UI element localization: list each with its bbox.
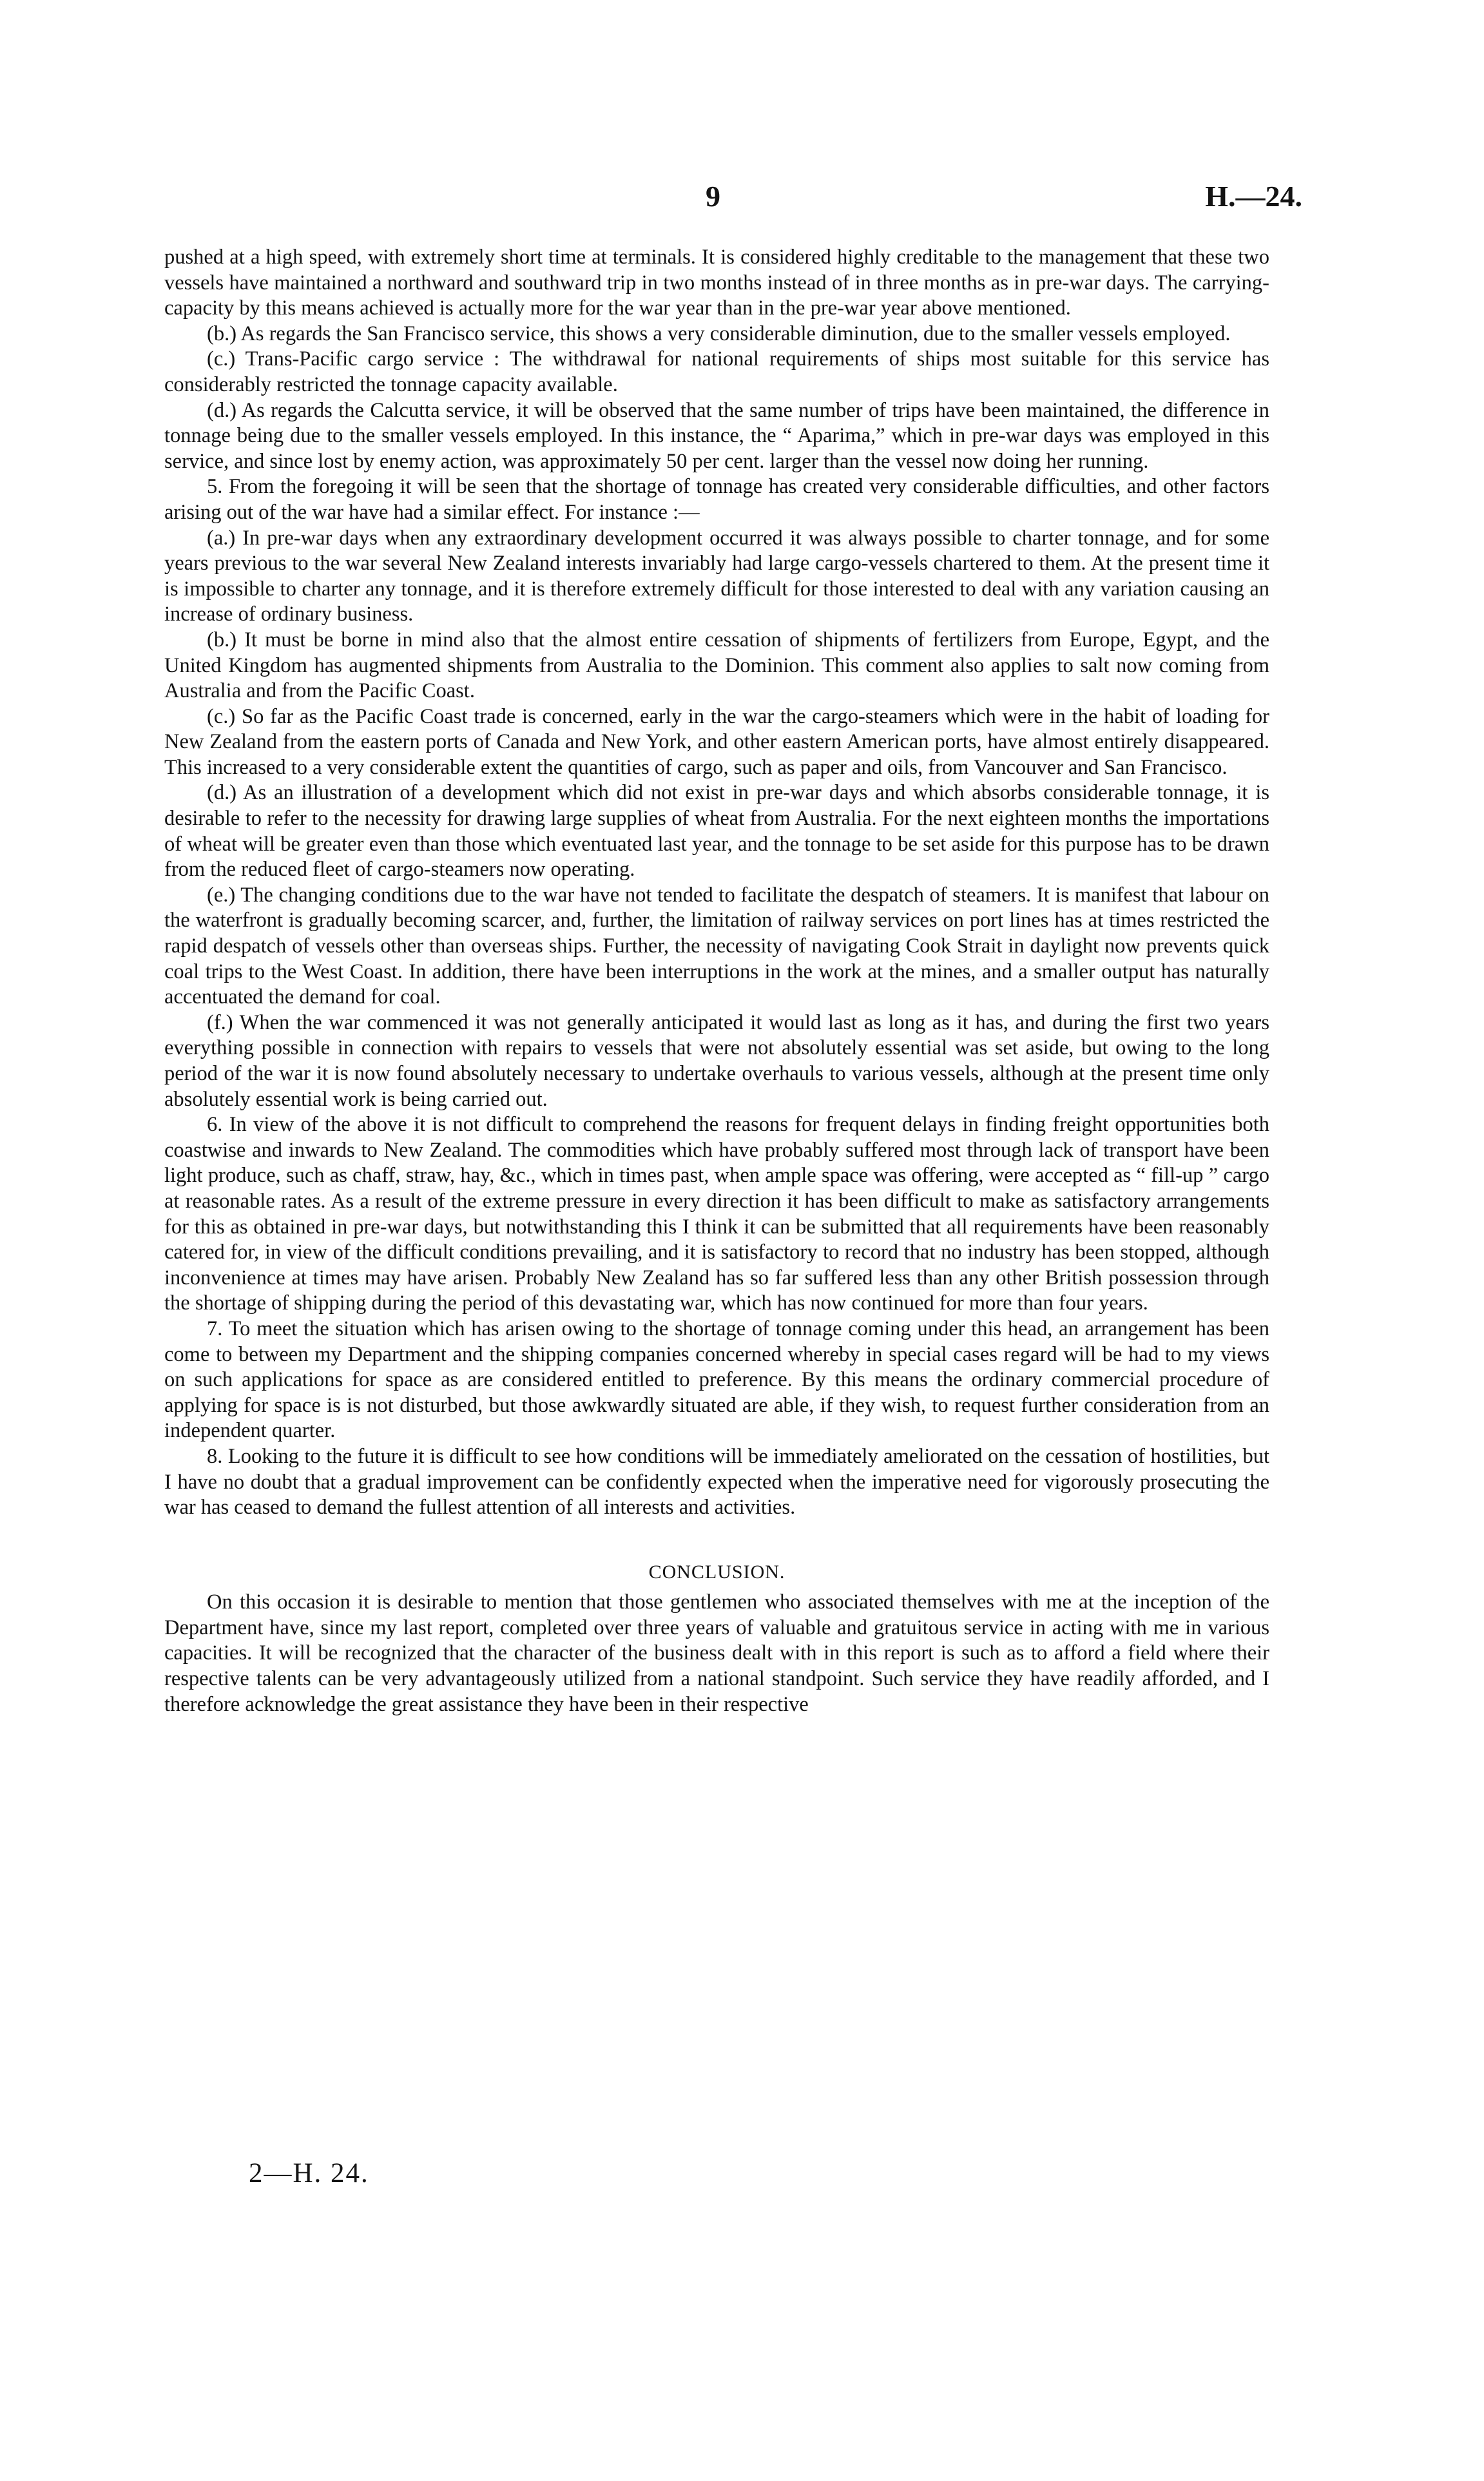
paragraph: (c.) So far as the Pacific Coast trade is concerned, early in the war the cargo-steamers which were in the habit of loading for New Zealand from the eastern ports of Canada and New York, and other eastern American ports, have almost entirely disappeared. This increased to a very considerable extent the quantities of cargo, such as paper and oils, from Vancouver and San Francisco.: [164, 704, 1269, 779]
paragraph: 7. To meet the situation which has arisen owing to the shortage of tonnage coming under this head, an arrangement has been come to between my Department and the shipping companies concerned whereby in special cases regard will be had to my views on such applications for space as are considered entitled to preference. By this means the ordinary commercial procedure of applying for space is is not disturbed, but those awkwardly situated are able, if they wish, to request further consideration from an independent quarter.: [164, 1317, 1269, 1443]
paragraph: (e.) The changing conditions due to the war have not tended to facilitate the despatch of steamers. It is manifest that labour on the waterfront is gradually becoming scarcer, and, further, the limitation of railway services on port lines has at times restricted the rapid despatch of vessels other than overseas ships. Further, the necessity of navigating Cook Strait in daylight now prevents quick coal trips to the West Coast. In addition, there have been interruptions in the work at the mines, and a smaller output has naturally accentuated the demand for coal.: [164, 883, 1269, 1009]
section-heading: CONCLUSION.: [648, 1561, 785, 1583]
paragraph: (b.) As regards the San Francisco service, this shows a very considerable diminution, due to the smaller vessels employed.: [207, 322, 1231, 345]
paragraph: (b.) It must be borne in mind also that the almost entire cessation of shipments of fertilizers from Europe, Egypt, and the United Kingdom has augmented shipments from Australia to the Dominion. This comment also applies to salt now coming from Australia and from the Pacific Coast.: [164, 628, 1269, 703]
paragraph: (c.) Trans-Pacific cargo service : The withdrawal for national requirements of ships most suitable for this service has considerably restricted the tonnage capacity available.: [164, 347, 1269, 396]
paragraph: 6. In view of the above it is not difficult to comprehend the reasons for frequent delays in finding freight opportunities both coastwise and inwards to New Zealand. The commodities which have probably suffered most through lack of transport have been light produce, such as chaff, straw, hay, &c., which in times past, when ample space was offering, were accepted as “ fill-up ” cargo at reasonable rates. As a result of the extreme pressure in every direction it has been difficult to make as satisfactory arrangements for this as obtained in pre-war days, but notwithstanding this I think it can be submitted that all requirements have been reasonably catered for, in view of the difficult conditions prevailing, and it is satisfactory to record that no industry has been stopped, although inconvenience at times may have arisen. Probably New Zealand has so far suffered less than any other British possession through the shortage of shipping during the period of this devastating war, which has now continued for more than four years.: [164, 1113, 1269, 1315]
paragraph: (f.) When the war commenced it was not generally anticipated it would last as long as it has, and during the first two years everything possible in connection with repairs to vessels that were not absolutely essential was set aside, but owing to the long period of the war it is now found absolutely necessary to undertake overhauls to various vessels, although at the present time only absolutely essential work is being carried out.: [164, 1010, 1269, 1111]
paragraph: (d.) As regards the Calcutta service, it will be observed that the same number of trips have been maintained, the difference in tonnage being due to the smaller vessels employed. In this instance, the “ Aparima,” which in pre-war days was employed in this service, and since lost by enemy action, was approximately 50 per cent. larger than the vessel now doing her running.: [164, 398, 1269, 473]
page-number: 9: [706, 180, 720, 213]
paragraph: (a.) In pre-war days when any extraordinary development occurred it was always possible to charter tonnage, and for some years previous to the war several New Zealand interests invariably had large cargo-vessels chartered to them. At the present time it is impossible to charter any tonnage, and it is therefore extremely difficult for those interested to deal with any variation causing an increase of ordinary business.: [164, 526, 1269, 626]
paragraph: (d.) As an illustration of a development which did not exist in pre-war days and which absorbs considerable tonnage, it is desirable to refer to the necessity for drawing large supplies of wheat from Australia. For the next eighteen months the importations of wheat will be greater even than those which eventuated last year, and the tonnage to be set aside for this purpose has to be drawn from the reduced fleet of cargo-steamers now operating.: [164, 781, 1269, 882]
page-reference: H.—24.: [1205, 180, 1302, 213]
signature-mark: 2—H. 24.: [249, 2158, 369, 2188]
paragraph: On this occasion it is desirable to mention that those gentlemen who associated themselves with me at the inception of the Department have, since my last report, completed over three years of valuable and gratuitous service in acting with me in various capacities. It will be recognized that the character of the business dealt with in this report is such as to afford a field where their respective talents can be very advantageously utilized from a national standpoint. Such service they have readily afforded, and I therefore acknowledge the great assistance they have been in their respective: [164, 1590, 1269, 1716]
paragraph: pushed at a high speed, with extremely short time at terminals. It is considered highly creditable to the management that these two vessels have maintained a northward and southward trip in two months instead of in three months as in pre-war days. The carrying-capacity by this means achieved is actually more for the war year than in the pre-war year above mentioned.: [164, 246, 1269, 320]
paragraph: 5. From the foregoing it will be seen that the shortage of tonnage has created very considerable difficulties, and other factors arising out of the war have had a similar effect. For instance :—: [164, 475, 1269, 524]
document-body: [164, 245, 1269, 1717]
paragraph: 8. Looking to the future it is difficult to see how conditions will be immediately ameliorated on the cessation of hostilities, but I have no doubt that a gradual improvement can be confidently expected when the imperative need for vigorously prosecuting the war has ceased to demand the fullest attention of all interests and activities.: [164, 1444, 1269, 1520]
